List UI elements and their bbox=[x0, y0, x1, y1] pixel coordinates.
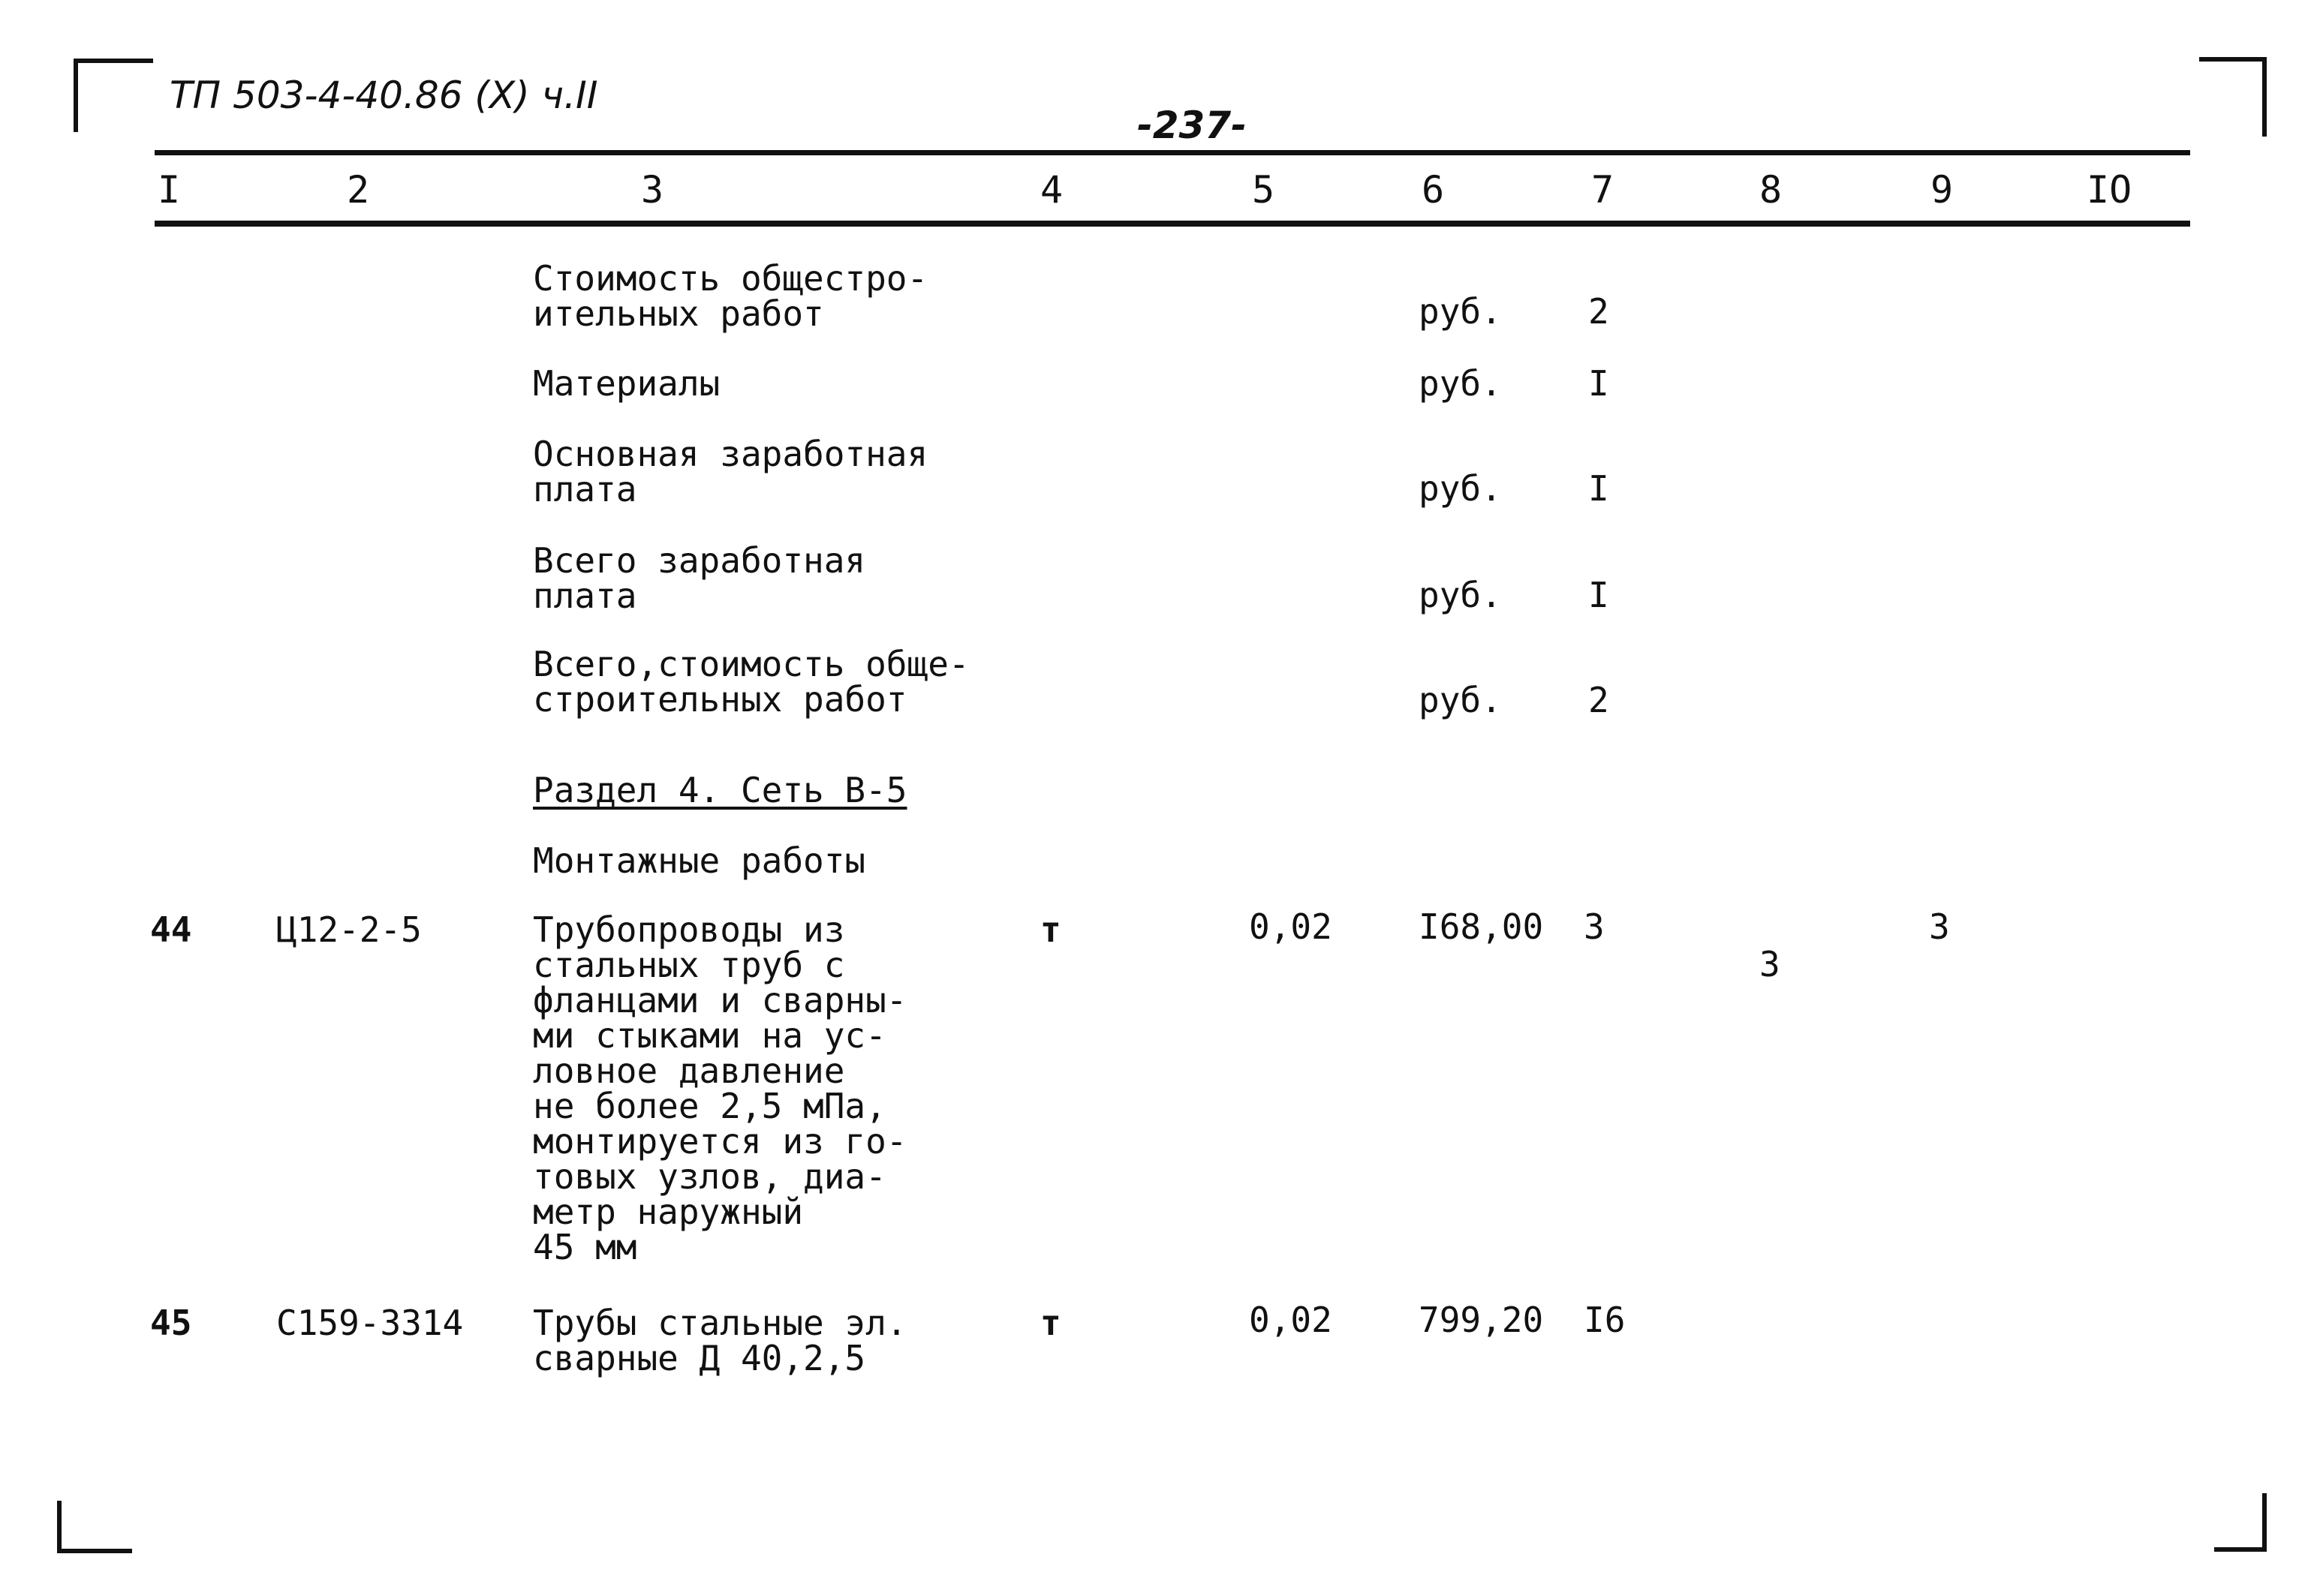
document-code: ТП 503-4-40.86 (Х) ч.II bbox=[170, 74, 598, 117]
corner-mark-top-right bbox=[2199, 57, 2267, 137]
row-col7-value: I bbox=[1588, 363, 1609, 404]
row-col7-value: I bbox=[1588, 468, 1609, 509]
row-price: 799,20 bbox=[1419, 1300, 1544, 1340]
row-col8-value: 3 bbox=[1759, 944, 1780, 984]
row-number: 44 bbox=[150, 909, 192, 950]
row-description-line: ми стыками на ус- bbox=[533, 1015, 886, 1056]
row-unit: руб. bbox=[1419, 363, 1502, 404]
column-header-2: 2 bbox=[347, 168, 370, 212]
corner-mark-bottom-left bbox=[57, 1501, 132, 1553]
page-number: -237- bbox=[1137, 104, 1247, 147]
row-description-line: строительных работ bbox=[533, 679, 907, 720]
section-title: Раздел 4. Сеть В-5 bbox=[533, 770, 907, 810]
table-top-rule bbox=[155, 150, 2190, 155]
row-description-line: ительных работ bbox=[533, 293, 824, 334]
column-header-4: 4 bbox=[1040, 168, 1064, 212]
column-header-6: 6 bbox=[1422, 168, 1445, 212]
row-description-line: Трубы стальные эл. bbox=[533, 1303, 907, 1343]
row-description-line: стальных труб с bbox=[533, 945, 845, 985]
row-unit: руб. bbox=[1419, 680, 1502, 720]
row-col9-value: 3 bbox=[1929, 906, 1950, 947]
row-unit: т bbox=[1040, 1303, 1061, 1343]
subsection-title: Монтажные работы bbox=[533, 840, 866, 881]
row-price: I68,00 bbox=[1419, 906, 1544, 947]
row-description-line: 45 мм bbox=[533, 1227, 637, 1267]
corner-mark-top-left bbox=[74, 59, 153, 132]
column-header-10: IO bbox=[2087, 168, 2132, 212]
row-unit: т bbox=[1040, 909, 1061, 950]
row-description-line: ловное давление bbox=[533, 1050, 845, 1091]
row-description-line: монтируется из го- bbox=[533, 1121, 907, 1162]
column-header-5: 5 bbox=[1252, 168, 1275, 212]
row-description-line: плата bbox=[533, 576, 637, 616]
row-quantity: 0,02 bbox=[1249, 1300, 1332, 1340]
row-description-line: сварные Д 40,2,5 bbox=[533, 1338, 866, 1378]
row-code: Ц12-2-5 bbox=[276, 909, 422, 950]
column-header-3: 3 bbox=[641, 168, 664, 212]
row-unit: руб. bbox=[1419, 291, 1502, 332]
corner-mark-bottom-right bbox=[2214, 1493, 2267, 1552]
column-header-8: 8 bbox=[1759, 168, 1783, 212]
row-col7-value: I bbox=[1588, 575, 1609, 615]
column-header-9: 9 bbox=[1930, 168, 1954, 212]
table-header-rule bbox=[155, 221, 2190, 227]
row-number: 45 bbox=[150, 1303, 192, 1343]
row-col7-value: 2 bbox=[1588, 291, 1609, 332]
row-description-line: Стоимость общестро- bbox=[533, 258, 928, 299]
column-header-1: I bbox=[158, 168, 181, 212]
row-col7-value: 2 bbox=[1588, 680, 1609, 720]
row-unit: руб. bbox=[1419, 575, 1502, 615]
row-code: С159-3314 bbox=[276, 1303, 464, 1343]
row-description-line: не более 2,5 мПа, bbox=[533, 1086, 886, 1126]
row-description-line: Всего,стоимость обще- bbox=[533, 644, 970, 684]
row-col7-value: 3 bbox=[1584, 906, 1605, 947]
row-description-line: фланцами и сварны- bbox=[533, 980, 907, 1020]
row-description-line: Основная заработная bbox=[533, 434, 928, 474]
row-description-line: Материалы bbox=[533, 363, 721, 404]
row-description-line: Всего заработная bbox=[533, 540, 866, 581]
row-col7-value: I6 bbox=[1584, 1300, 1626, 1340]
row-description-line: Трубопроводы из bbox=[533, 909, 845, 950]
row-description-line: метр наружный bbox=[533, 1192, 804, 1232]
row-unit: руб. bbox=[1419, 468, 1502, 509]
row-description-line: плата bbox=[533, 469, 637, 509]
row-quantity: 0,02 bbox=[1249, 906, 1332, 947]
column-header-7: 7 bbox=[1591, 168, 1614, 212]
row-description-line: товых узлов, диа- bbox=[533, 1156, 886, 1197]
